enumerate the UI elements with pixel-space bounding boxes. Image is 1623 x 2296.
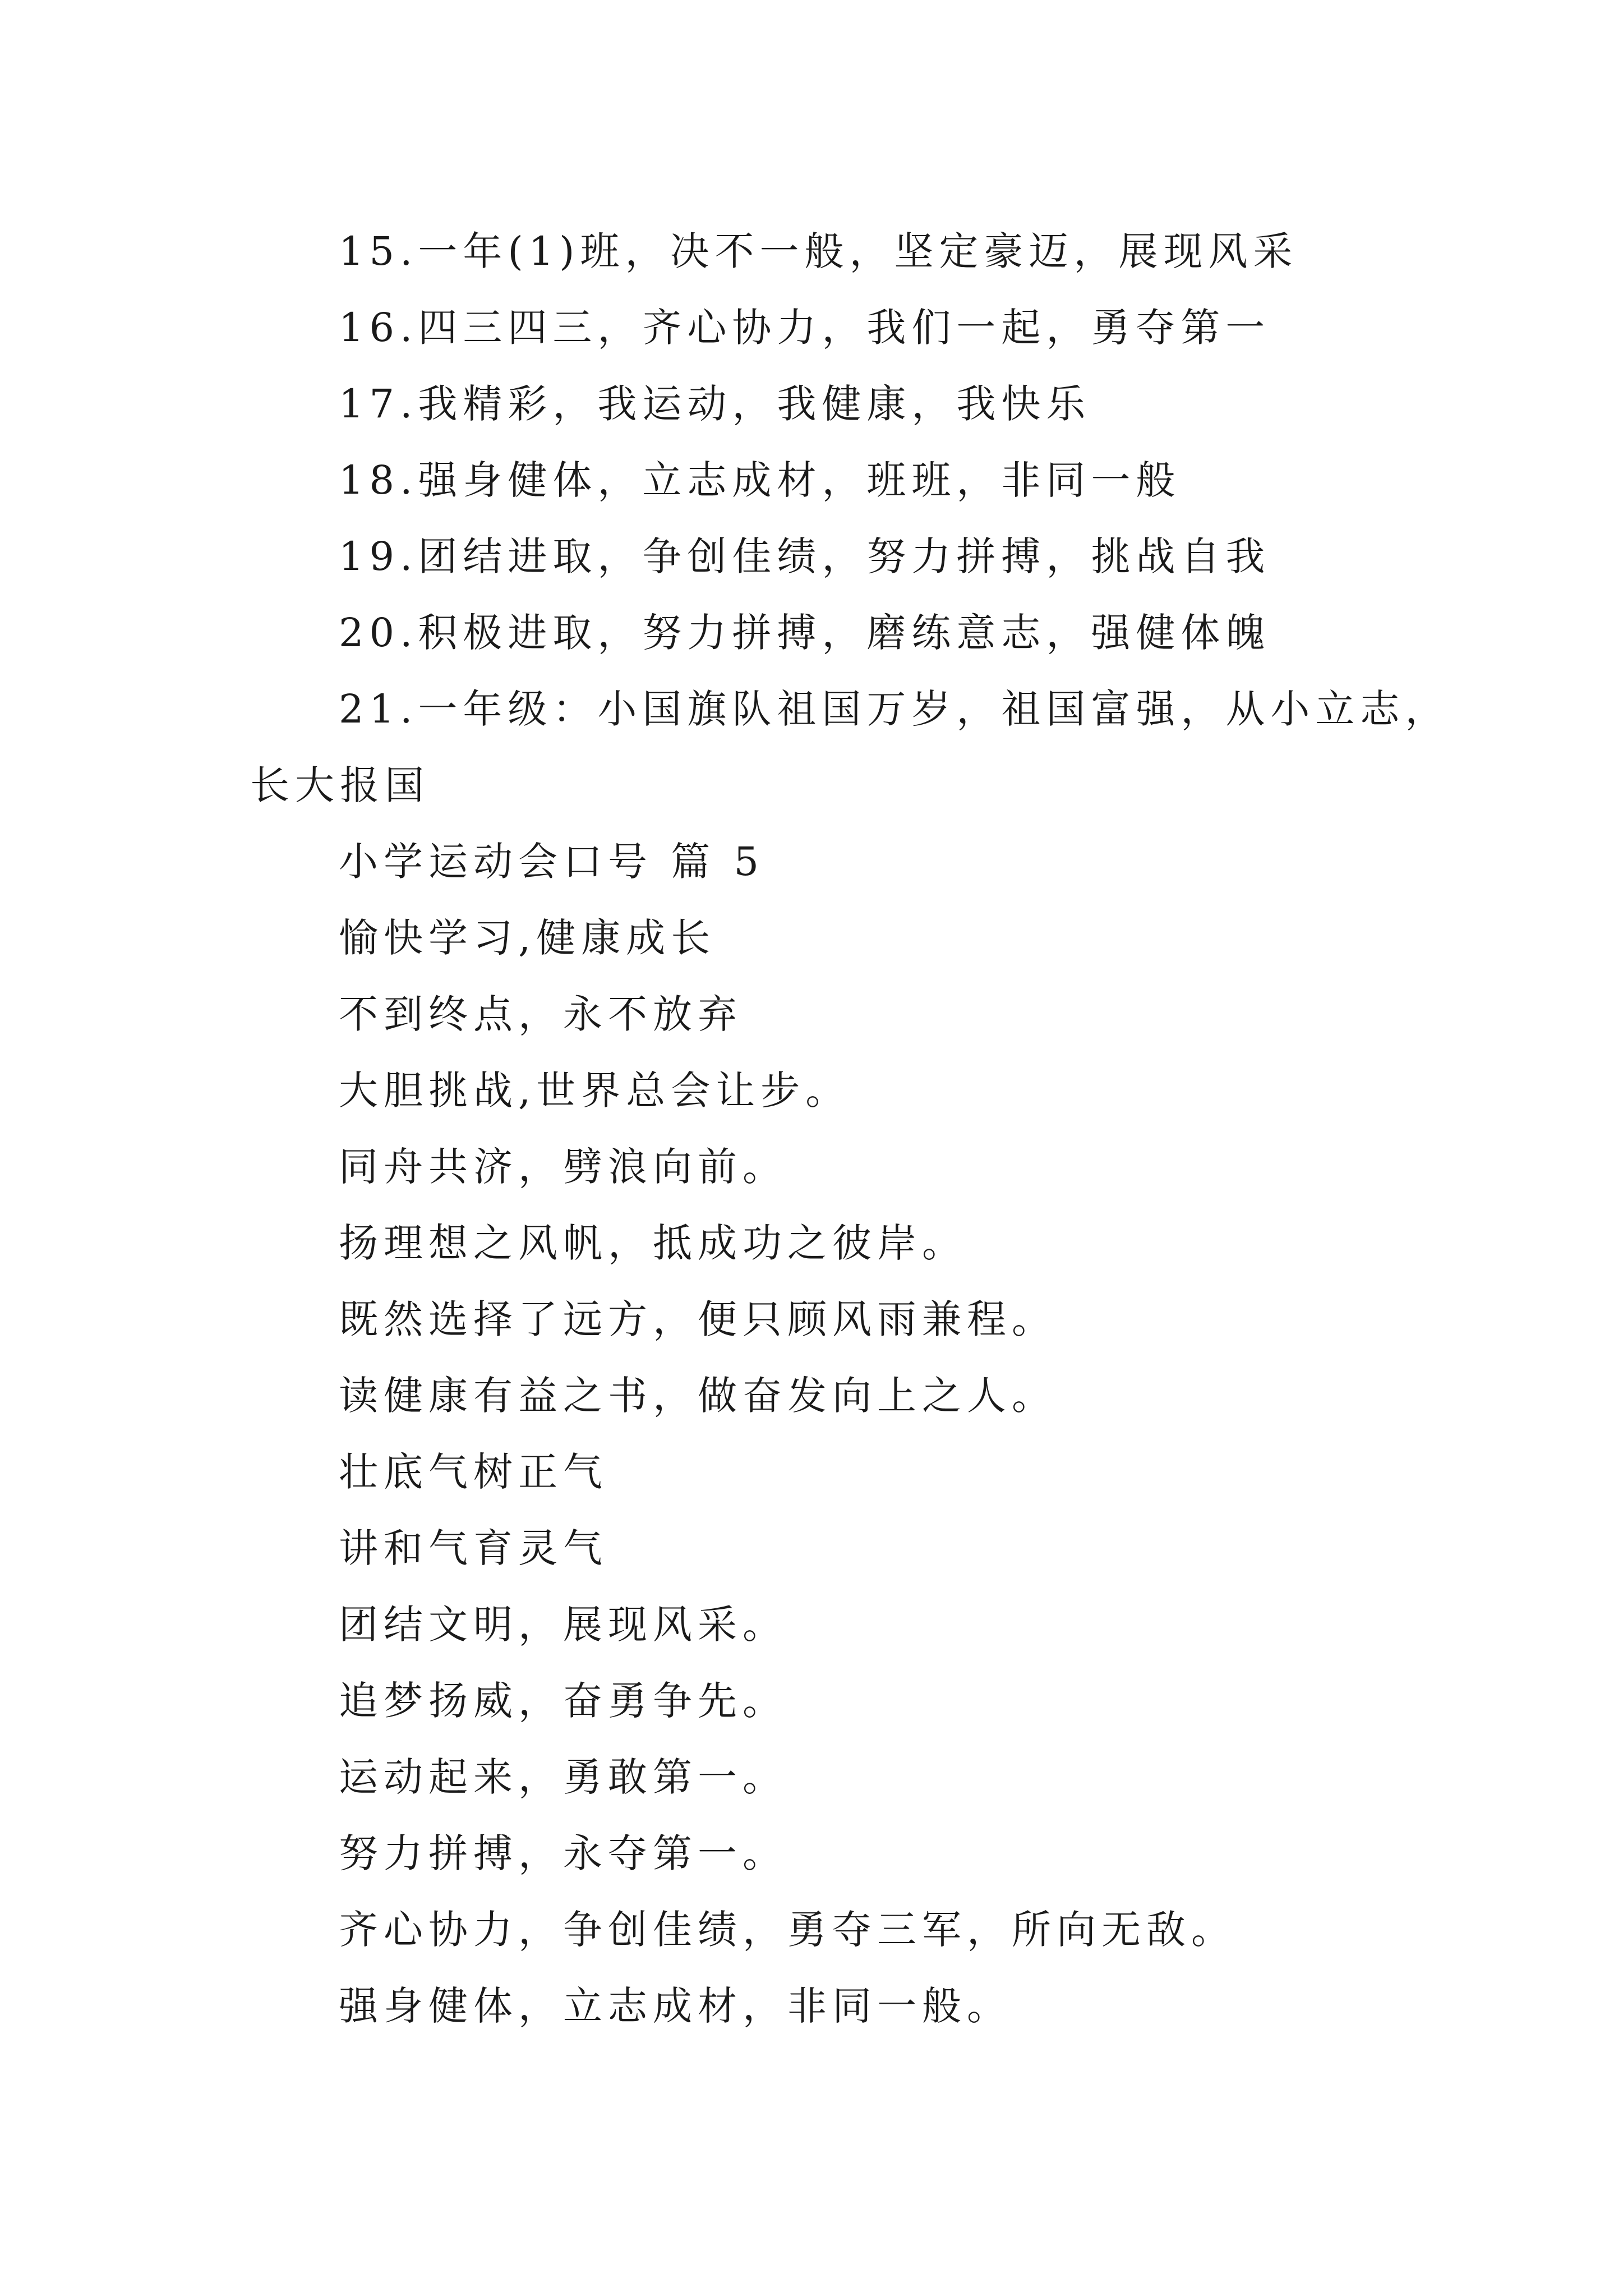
slogan-line: 追梦扬威，奋勇争先。 bbox=[339, 1678, 787, 1724]
slogan-line: 同舟共济，劈浪向前。 bbox=[339, 1144, 787, 1190]
slogan-line: 壮底气树正气 bbox=[339, 1449, 608, 1495]
slogan-line: 扬理想之风帆，抵成功之彼岸。 bbox=[339, 1220, 967, 1266]
slogan-line: 既然选择了远方，便只顾风雨兼程。 bbox=[339, 1296, 1057, 1342]
slogan-line-20: 20.积极进取，努力拼搏，磨练意志，强健体魄 bbox=[339, 610, 1271, 656]
section-heading: 小学运动会口号 篇 5 bbox=[339, 839, 765, 885]
slogan-line-16: 16.四三四三，齐心协力，我们一起，勇夺第一 bbox=[339, 305, 1271, 351]
slogan-line-21-continued: 长大报国 bbox=[250, 762, 430, 808]
slogan-line: 运动起来，勇敢第一。 bbox=[339, 1754, 787, 1800]
slogan-line: 齐心协力，争创佳绩，勇夺三军，所向无敌。 bbox=[339, 1907, 1236, 1953]
slogan-line: 愉快学习,健康成长 bbox=[339, 915, 716, 961]
slogan-line-21: 21.一年级：小国旗队祖国万岁，祖国富强，从小立志， bbox=[339, 686, 1450, 732]
slogan-line-17: 17.我精彩，我运动，我健康，我快乐 bbox=[339, 381, 1091, 427]
slogan-line: 不到终点，永不放弃 bbox=[339, 991, 743, 1037]
slogan-line-15: 15.一年(1)班，决不一般，坚定豪迈，展现风采 bbox=[339, 228, 1298, 274]
slogan-line-19: 19.团结进取，争创佳绩，努力拼搏，挑战自我 bbox=[339, 533, 1271, 579]
slogan-line: 团结文明，展现风采。 bbox=[339, 1602, 787, 1648]
slogan-line: 讲和气育灵气 bbox=[339, 1525, 608, 1571]
slogan-line: 强身健体，立志成材，非同一般。 bbox=[339, 1983, 1012, 2029]
slogan-line-18: 18.强身健体，立志成材，班班，非同一般 bbox=[339, 457, 1181, 503]
slogan-line: 努力拼搏，永夺第一。 bbox=[339, 1830, 787, 1876]
slogan-line: 大胆挑战,世界总会让步。 bbox=[339, 1068, 851, 1114]
slogan-line: 读健康有益之书，做奋发向上之人。 bbox=[339, 1373, 1057, 1419]
document-body bbox=[250, 213, 1450, 2044]
